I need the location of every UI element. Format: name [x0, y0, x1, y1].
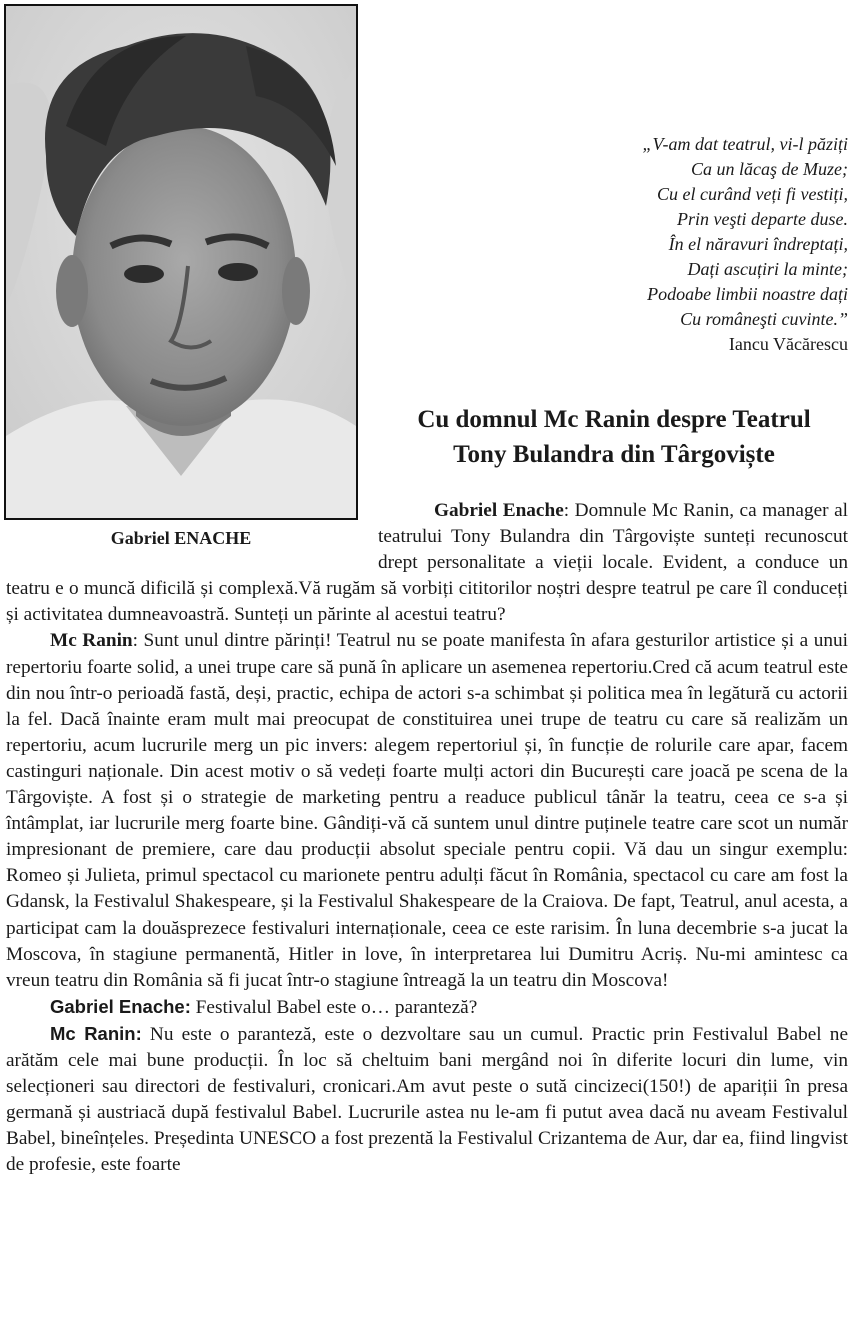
portrait-photo [4, 4, 358, 520]
paragraph-text: Festivalul Babel este o… paranteză? [190, 996, 478, 1018]
poem-line: Ca un lăcaş de Muze; [691, 159, 848, 179]
title-line-1: Cu domnul Mc Ranin despre Teatrul [417, 406, 811, 433]
poem-line: Cu româneşti cuvinte.” [680, 309, 848, 329]
photo-wrap-spacer [6, 498, 378, 574]
speaker-name: Gabriel Enache [434, 500, 564, 521]
epigraph-poem [440, 132, 848, 357]
poem-line: În el năravuri îndreptați, [668, 234, 848, 254]
speaker-name: Mc Ranin [50, 630, 133, 652]
answer-paragraph [6, 1021, 848, 1179]
speaker-separator: : [132, 630, 139, 652]
poem-line: Prin veşti departe duse. [677, 209, 848, 229]
paragraph-text: Domnule Mc Ranin, ca manager al teatrului Tony Bulandra din Târgoviște sunteți recunoscut drept personalitate a vieții locale. Evident, a conduce un teatru e o muncă dificilă și complexă.Vă rugăm să vorbiți cititorilor noștri despre teatrul pe care îl conduceți și activitatea dumneavoastră. Sunteți un părinte al acestui teatru? [6, 500, 848, 626]
speaker-separator: : [563, 500, 570, 521]
question-paragraph [6, 994, 848, 1021]
speaker-name: Mc Ranin: [50, 1022, 142, 1044]
paragraph-text: Sunt unul dintre părinți! Teatrul nu se poate manifesta în afara gesturilor artistice și a unui repertoriu foarte solid, a unei trupe care să pună în aplicare un asemenea repertoriu.Cred că acum teatrul este din nou într-o perioadă fastă, deși, practic, echipa de actori s-a schimbat și politica mea în legătură cu actorii la fel. Dacă înainte eram mult mai preocupat de constituirea unei trupe de teatru cu care să realizăm un repertoriu, acum lucrurile merg un pic invers: alegem repertoriul și, în funcție de rolurile care apar, facem castinguri naționale. Din acest motiv o să vedeți foarte mulți actori din București care joacă pe scena de la Târgoviște. A fost și o strategie de marketing pentru a readuce publicul tânăr la teatru, ceea ce s-a și întâmplat, iar lucrurile merg foarte bine. Gândiți-vă că suntem unul dintre puținele teatre care scot un număr impresionant de premiere, care dau producții absolut speciale pentru copii. Vă dau un singur exemplu: Romeo și Julieta, primul spectacol cu marionete pentru adulți făcut în România, spectacol cu care am fost la Gdansk, la Festivalul Shakespeare, și la Festivalul Shakespeare de la Craiova. De fapt, Teatrul, anul acesta, a participat cam la douăsprezece festivaluri internaționale, ceea ce este rarisim. În luna decembrie s-a jucat la Moscova, în stagiune permanentă, Hitler in love, în interpretarea lui Dumitru Acriș. Nu-mi amintesc ca vreun teatru din România să fi jucat într-o stagiune întreagă la un teatru din Moscova! [6, 630, 848, 991]
poem-line: Dați ascuțiri la minte; [687, 259, 848, 279]
article-body [6, 498, 848, 1178]
portrait-image [6, 6, 356, 518]
title-line-2: Tony Bulandra din Târgoviște [453, 441, 775, 468]
paragraph-text: Nu este o paranteză, este o dezvoltare sau un cumul. Practic prin Festivalul Babel ne arătăm cele mai bune producții. În loc să cheltuim bani mergând noi în diferite locuri din lume, vin selecționeri sau directori de festivaluri, cronicari.Am avut peste o sută cincizeci(150!) de apariții în presa germană și austriacă după festivalul Babel. Lucrurile astea nu le-am fi putut avea dacă nu aveam Festivalul Babel, bineînțeles. Președinta UNESCO a fost prezentă la Festivalul Crizantema de Aur, dar ea, fiind lingvist de profesie, este foarte [6, 1023, 848, 1176]
poem-line: „V-am dat teatrul, vi-l păziți [642, 134, 848, 154]
poem-line: Cu el curând veți fi vestiți, [657, 184, 848, 204]
poem-line: Podoabe limbii noastre dați [647, 284, 848, 304]
article-title [378, 402, 850, 472]
answer-paragraph [6, 628, 848, 993]
poem-author: Iancu Văcărescu [728, 334, 848, 354]
speaker-name: Gabriel Enache: [50, 995, 191, 1017]
photo-caption: Gabriel ENACHE [110, 528, 252, 548]
